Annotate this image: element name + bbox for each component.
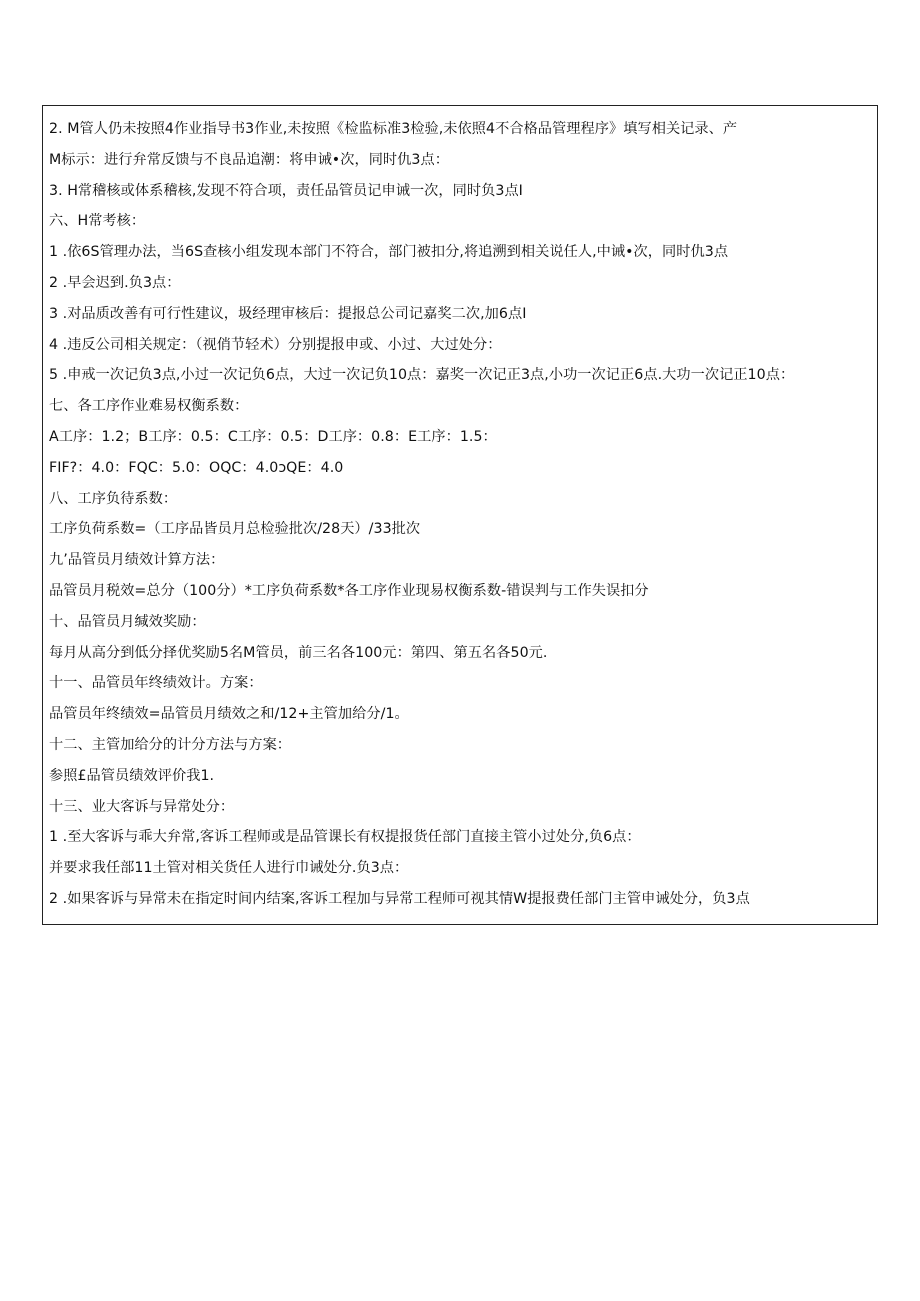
document-table-cell bbox=[42, 105, 878, 925]
text-line-12: FIF?：4.0：FQC：5.0：OQC：4.0ↄQE：4.0 bbox=[49, 459, 344, 476]
section-heading-11: 十一、品管员年终绩效计。方案： bbox=[49, 675, 263, 692]
text-line-22: 参照£品管员绩效评价我1. bbox=[49, 767, 215, 784]
text-line-16: 品管员月税效=总分（100分）*工序负荷系数*各工序作业现易权衡系数-错误判与工作失误扣分 bbox=[49, 582, 649, 599]
section-heading-10: 十、品管员月缄效奖励： bbox=[49, 613, 206, 630]
text-line-24: 1 .至大客诉与乖大弁常,客诉工程师或是品管课长有权提报货任部门直接主管小过处分,负6点： bbox=[49, 829, 641, 846]
section-heading-7: 七、各工序作业难易权衡系数： bbox=[49, 398, 249, 415]
text-line-25: 并要求我任部11土管对相关货任人进行巾诫处分.负3点： bbox=[49, 860, 409, 877]
text-line-5: 1 .依6S管理办法，当6S查核小组发现本部门不符合，部门被扣分,将追溯到相关说任人,中诫•次，同时仇3点 bbox=[49, 244, 729, 261]
text-line-26: 2 .如果客诉与异常未在指定时间内结案,客诉工程加与异常工程师可视其情W提报费任部门主管申诫处分，负3点 bbox=[49, 890, 750, 907]
text-line-1: 2. M管人仍未按照4作业指导书3作业,未按照《检监标准3检验,未依照4不合格品管理程序》填写相关记录、产 bbox=[49, 121, 738, 137]
text-line-9: 5 .申戒一次记负3点,小过一次记负6点，大过一次记负10点：嘉奖一次记正3点,小功一次记正6点.大功一次记正10点： bbox=[49, 367, 795, 384]
section-heading-6: 六、H常考核： bbox=[49, 213, 146, 230]
section-heading-8: 八、工序负待系数： bbox=[49, 490, 178, 507]
section-heading-13: 十三、业大客诉与异常处分： bbox=[49, 798, 235, 815]
text-line-7: 3 .对品质改善有可行性建议，圾经理审核后：提报总公司记嘉奖二次,加6点I bbox=[49, 305, 527, 322]
text-line-20: 品管员年终绩效=品管员月绩效之和/12+主管加给分/1。 bbox=[49, 706, 409, 723]
text-line-14: 工序负荷系数=（工序品皆员月总检验批次/28天）/33批次 bbox=[49, 521, 421, 538]
document-text-block bbox=[49, 114, 875, 915]
text-line-11: A工序：1.2；B工序：0.5：C工序：0.5：D工序：0.8：E工序：1.5： bbox=[49, 428, 497, 445]
section-heading-12: 十二、主管加给分的计分方法与方案： bbox=[49, 736, 292, 753]
text-line-18: 每月从高分到低分择优奖励5名M管员，前三名各100元：第四、第五名各50元. bbox=[49, 644, 548, 661]
section-heading-9: 九’品管员月绩效计算方法： bbox=[49, 552, 225, 569]
text-line-2: M标示：进行弁常反馈与不良品追潮：将申诫•次，同时仇3点： bbox=[49, 151, 449, 168]
text-line-6: 2 .早会迟到.负3点： bbox=[49, 274, 181, 291]
text-line-3: 3. H常稽核或体系稽核,发现不符合项，责任品管员记申诫一次，同时负3点I bbox=[49, 182, 523, 199]
text-line-8: 4 .违反公司相关规定：（视俏节轻术）分别提报申或、小过、大过处分： bbox=[49, 336, 502, 353]
